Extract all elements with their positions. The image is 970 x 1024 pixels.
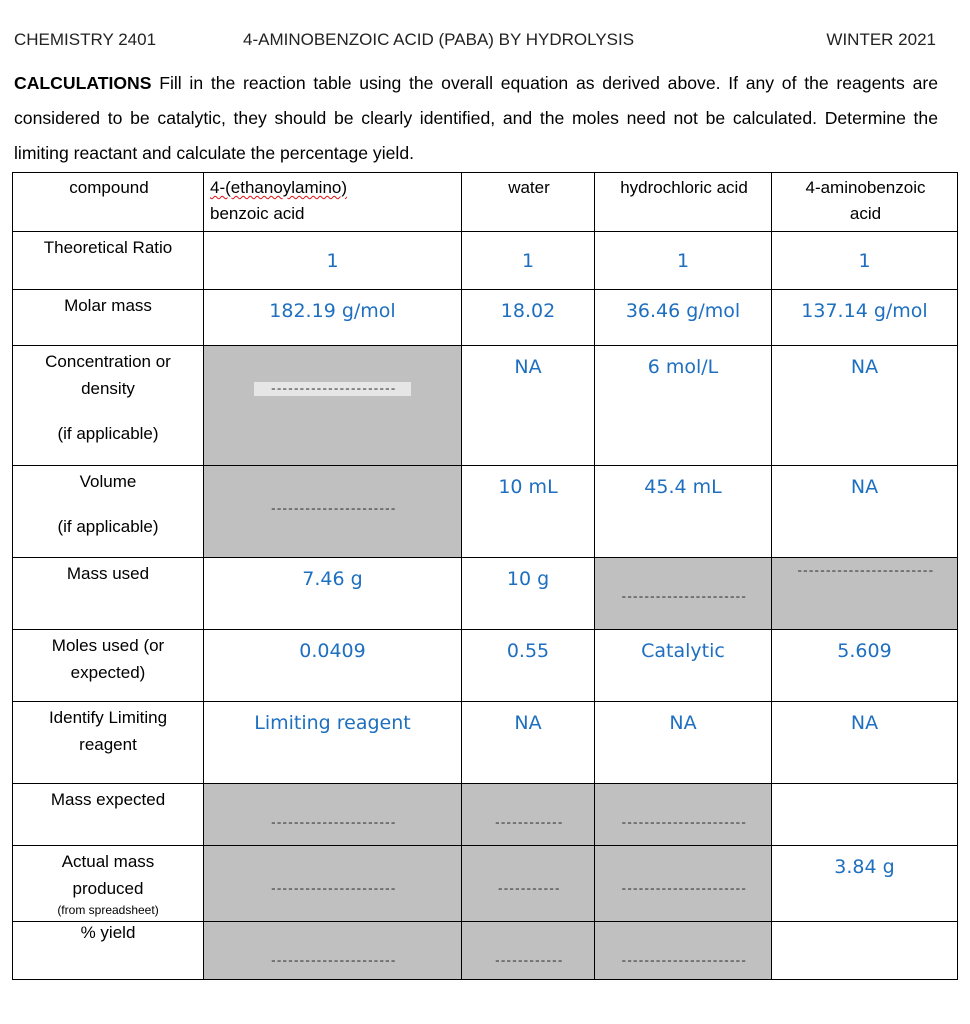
row-label-line2: density <box>81 379 135 398</box>
course-code: CHEMISTRY 2401 <box>14 30 157 49</box>
hcl-name: hydrochloric acid <box>620 178 748 197</box>
mass-used-hcl: ---------------------- <box>620 590 746 604</box>
mass-used-product: ------------------------ <box>796 564 933 578</box>
row-label: Mass used <box>66 564 150 583</box>
limiting-water: NA <box>514 712 542 734</box>
row-label-line1: Moles used (or <box>51 636 165 655</box>
limiting-product: NA <box>850 712 879 734</box>
row-label-line2: produced <box>72 879 144 898</box>
actual-mass-row <box>13 846 958 922</box>
mass-used-hcl-cell <box>595 558 772 630</box>
mass-used-row <box>13 558 958 630</box>
row-label-line3: (if applicable) <box>57 424 159 443</box>
mass-expected-reactant: ---------------------- <box>269 816 396 830</box>
actual-mass-product: 3.84 g <box>834 856 895 878</box>
molar-mass-water: 18.02 <box>500 300 556 322</box>
limiting-hcl: NA <box>669 712 697 734</box>
concentration-product: NA <box>850 356 879 378</box>
volume-hcl: 45.4 mL <box>644 476 722 498</box>
mass-expected-row <box>13 784 958 846</box>
mass-expected-water: ------------ <box>493 816 563 830</box>
hcl-header-cell <box>595 173 772 232</box>
ratio-row <box>13 232 958 290</box>
row-label <box>13 346 203 447</box>
experiment-title: 4-AMINOBENZOIC ACID (PABA) BY HYDROLYSIS <box>243 30 635 49</box>
molar-mass-hcl: 36.46 g/mol <box>625 300 741 322</box>
row-label: Theoretical Ratio <box>43 238 173 257</box>
row-label-line1: Identify Limiting <box>48 708 168 727</box>
ratio-reactant: 1 <box>326 250 339 272</box>
reactant-header-cell <box>204 173 462 232</box>
mass-expected-product-cell <box>772 784 958 846</box>
ratio-hcl: 1 <box>676 250 690 272</box>
yield-water: ------------ <box>493 954 563 968</box>
row-label-line2: reagent <box>79 735 137 754</box>
limiting-reactant: Limiting reagent <box>254 712 411 734</box>
actual-mass-hcl-cell <box>595 846 772 922</box>
concentration-reactant: ---------------------- <box>254 382 411 396</box>
yield-hcl-cell <box>595 922 772 980</box>
moles-water: 0.55 <box>506 640 550 662</box>
mass-expected-water-cell <box>462 784 595 846</box>
product-header-cell <box>772 173 958 232</box>
reactant-name <box>204 173 461 227</box>
header-row <box>13 173 958 232</box>
moles-product: 5.609 <box>837 640 892 662</box>
volume-water: 10 mL <box>498 476 558 498</box>
row-label <box>13 466 203 540</box>
mass-expected-reactant-cell <box>204 784 462 846</box>
row-label: Molar mass <box>64 296 152 315</box>
yield-product <box>772 922 957 932</box>
mass-expected-hcl: ---------------------- <box>620 816 746 830</box>
row-label-line2: expected) <box>70 663 146 682</box>
ratio-product: 1 <box>858 250 871 272</box>
yield-hcl: ---------------------- <box>620 954 746 968</box>
row-label <box>13 702 203 758</box>
molar-mass-row <box>13 290 958 346</box>
row-label-line1: Actual mass <box>61 852 155 871</box>
calculations-instructions <box>14 66 938 171</box>
yield-row <box>13 922 958 980</box>
yield-reactant-cell <box>204 922 462 980</box>
row-label <box>13 846 203 918</box>
actual-mass-water-cell <box>462 846 595 922</box>
concentration-reactant-cell <box>204 346 462 466</box>
mass-used-reactant: 7.46 g <box>302 568 363 590</box>
molar-mass-reactant: 182.19 g/mol <box>269 300 396 322</box>
mass-expected-hcl-cell <box>595 784 772 846</box>
row-label-note: (from spreadsheet) <box>57 903 159 917</box>
water-name: water <box>508 178 550 197</box>
concentration-water: NA <box>514 356 542 378</box>
concentration-row <box>13 346 958 466</box>
row-label-line1: Volume <box>79 472 137 491</box>
moles-reactant: 0.0409 <box>299 640 366 662</box>
product-name-line1: 4-aminobenzoic <box>805 178 926 197</box>
volume-product: NA <box>850 476 879 498</box>
concentration-hcl: 6 mol/L <box>647 356 719 378</box>
yield-water-cell <box>462 922 595 980</box>
product-name <box>772 173 957 227</box>
mass-used-product-cell <box>772 558 958 630</box>
compound-label: compound <box>69 178 149 197</box>
row-label-line1: Concentration or <box>45 352 171 371</box>
product-name-line2: acid <box>849 204 882 223</box>
calculations-heading: CALCULATIONS <box>14 73 152 93</box>
row-label: Mass expected <box>50 790 166 809</box>
ratio-water: 1 <box>521 250 535 272</box>
actual-mass-hcl: ---------------------- <box>620 882 746 896</box>
actual-mass-reactant-cell <box>204 846 462 922</box>
row-label-line2: (if applicable) <box>57 517 159 536</box>
volume-reactant-cell <box>204 466 462 558</box>
molar-mass-product: 137.14 g/mol <box>801 300 928 322</box>
water-header-cell <box>462 173 595 232</box>
page-header <box>14 30 936 52</box>
moles-row <box>13 630 958 702</box>
reactant-name-line2: benzoic acid <box>210 204 305 223</box>
volume-reactant: ---------------------- <box>269 502 396 516</box>
row-label <box>13 630 203 686</box>
reaction-table <box>12 172 958 980</box>
volume-row <box>13 466 958 558</box>
calculations-text: Fill in the reaction table using the overall equation as derived above. If any of the reagents are considered to be catalytic, they should be clearly identified, and the moles need not be calculated. Determine the limiting reactant and calculate the percentage yield. <box>14 73 938 163</box>
mass-expected-product <box>772 784 957 794</box>
actual-mass-water: ----------- <box>496 882 560 896</box>
term-label: WINTER 2021 <box>826 30 936 49</box>
row-label: % yield <box>80 923 136 942</box>
yield-reactant: ---------------------- <box>269 954 396 968</box>
compound-header-cell <box>13 173 204 232</box>
actual-mass-reactant: ---------------------- <box>269 882 396 896</box>
reactant-name-line1: 4-(ethanoylamino) <box>210 178 348 197</box>
yield-product-cell <box>772 922 958 980</box>
mass-used-water: 10 g <box>506 568 550 590</box>
limiting-row <box>13 702 958 784</box>
moles-hcl: Catalytic <box>641 640 725 662</box>
